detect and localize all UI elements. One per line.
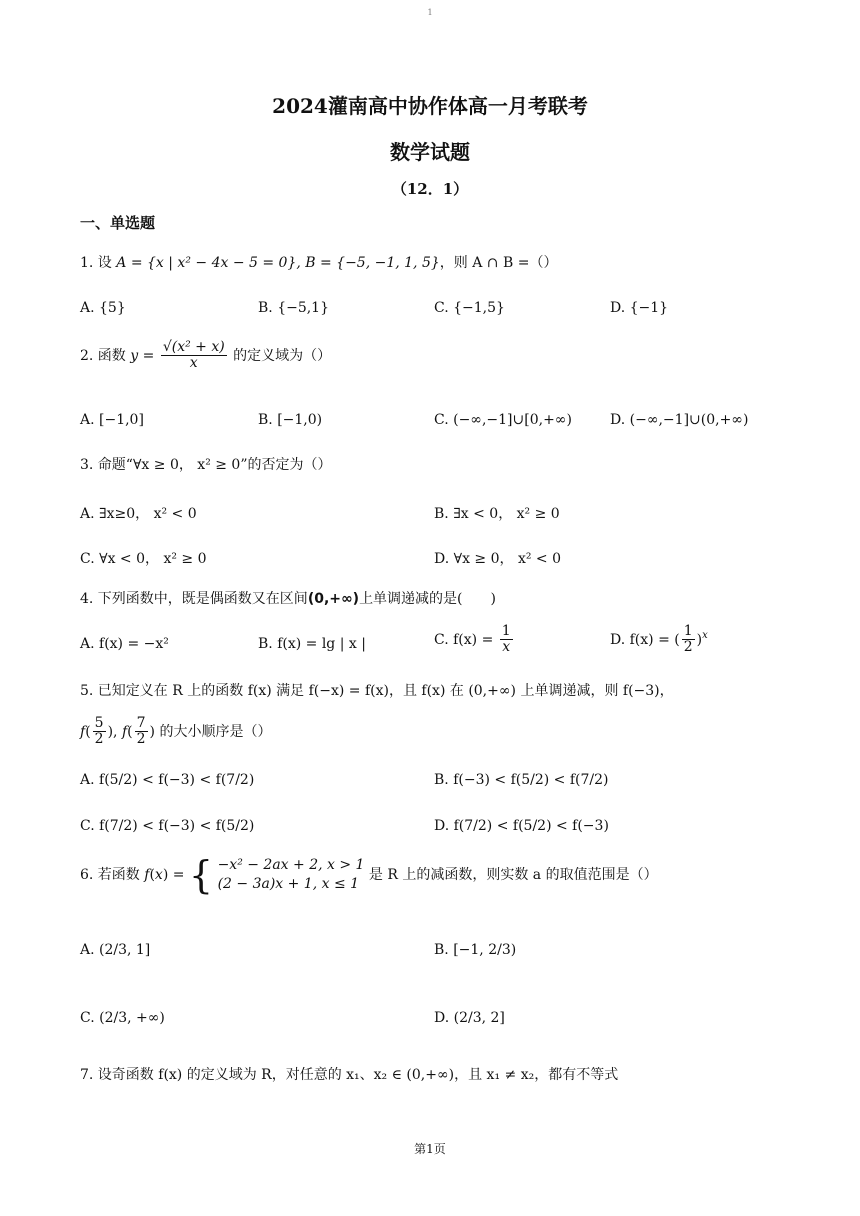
q4-d-exponent: x [702, 630, 708, 642]
q6-option-b[interactable]: B. [−1, 2/3) [434, 942, 517, 958]
q6-brace: { [188, 853, 214, 897]
q5-option-d[interactable]: D. f(7/2) < f(5/2) < f(−3) [434, 818, 609, 834]
q4-text-before: 4. 下列函数中，既是偶函数又在区间 [80, 591, 308, 607]
q6-suffix: 是 R 上的减函数，则实数 a 的取值范围是（） [368, 867, 658, 883]
q4-interval: (0,+∞) [307, 591, 360, 607]
q1-math: A = {x | x² − 4x − 5 = 0}, B = {−5, −1, 1, 5} [116, 255, 440, 271]
q4-option-d-fraction [682, 624, 695, 656]
q4-option-c-label: C. f(x) = [434, 631, 494, 648]
q2-suffix: 的定义域为（） [233, 347, 332, 364]
q4-option-c[interactable] [434, 624, 515, 656]
q2-prefix: 2. 函数 [80, 347, 126, 364]
q6-piece-1: −x² − 2ax + 2, x > 1 [217, 857, 365, 874]
q2-fraction [161, 340, 227, 372]
q2-numerator: √(x² + x) [162, 339, 225, 355]
q5-option-a[interactable]: A. f(5/2) < f(−3) < f(7/2) [80, 772, 255, 788]
q4-c-denominator: x [502, 639, 511, 656]
q1-prefix: 1. 设 [80, 255, 112, 271]
q6-prefix: 6. 若函数 [80, 867, 140, 883]
q4-option-d-label: D. f(x) = ( [610, 631, 680, 648]
q1-option-c[interactable]: C. {−1,5} [434, 300, 505, 316]
q3-option-c[interactable]: C. ∀x < 0， x² ≥ 0 [80, 551, 207, 567]
q2-option-a[interactable]: A. [−1,0] [80, 412, 144, 428]
question-3: 3. 命题“∀x ≥ 0， x² ≥ 0”的否定为（） [80, 457, 332, 473]
q5-option-b[interactable]: B. f(−3) < f(5/2) < f(7/2) [434, 772, 609, 788]
question-6: 6. 若函数 f(x) = { −x² − 2ax + 2, x > 1 (2 − 3a)x + 1, x ≤ 1 是 R 上的减函数，则实数 a 的取值范围是（） [80, 853, 658, 897]
q2-denominator: x [189, 355, 198, 372]
q1-option-b[interactable]: B. {−5,1} [258, 300, 329, 316]
q4-text-after: 上单调递减的是( ) [359, 591, 496, 607]
q4-c-numerator: 1 [501, 623, 511, 639]
page-footer: 第1页 [414, 1142, 446, 1156]
question-5-line2: f( $\frac{5}{2}$ ), f( $\frac{7}{2}$ ) 的大小顺序是（） [80, 715, 272, 748]
q6-piecewise [218, 856, 365, 894]
q4-option-d[interactable]: D. f(x) = ( $\frac{1}{2}$ )$^x$ [610, 623, 708, 656]
q4-option-b[interactable]: B. f(x) = lg | x | [258, 636, 366, 652]
question-1 [80, 254, 557, 272]
exam-date: （12．1） [391, 180, 469, 198]
question-7: 7. 设奇函数 f(x) 的定义域为 R，对任意的 x₁、x₂ ∈ (0,+∞)，且 x₁ ≠ x₂，都有不等式 [80, 1067, 619, 1083]
q3-option-d[interactable]: D. ∀x ≥ 0， x² < 0 [434, 551, 562, 567]
q4-d-denominator: 2 [683, 639, 693, 656]
section-heading: 一、单选题 [80, 214, 156, 232]
q4-option-a[interactable]: A. f(x) = −x² [80, 636, 169, 652]
question-5-line1: 5. 已知定义在 R 上的函数 f(x) 满足 f(−x) = f(x)，且 f(x) 在 (0,+∞) 上单调递减，则 f(−3)， [80, 683, 674, 699]
q2-option-b[interactable]: B. [−1,0) [258, 412, 323, 428]
q6-option-c[interactable]: C. (2/3, +∞) [80, 1010, 165, 1026]
q5-frac-5-2: $\frac{5}{2}$ [94, 715, 104, 748]
exam-title: 2024灌南高中协作体高一月考联考 [272, 94, 588, 118]
q6-option-d[interactable]: D. (2/3, 2] [434, 1010, 505, 1026]
q1-option-a[interactable]: A. {5} [80, 300, 126, 316]
question-4 [80, 590, 496, 608]
top-mark: 1 [427, 8, 433, 17]
subject-title: 数学试题 [390, 140, 470, 164]
q5-frac-7-2: $\frac{7}{2}$ [136, 715, 146, 748]
q1-option-d[interactable]: D. {−1} [610, 300, 669, 316]
q5-line2-suffix: 的大小顺序是（） [159, 723, 272, 740]
q3-option-b[interactable]: B. ∃x < 0， x² ≥ 0 [434, 506, 560, 522]
q2-y: y = [130, 347, 155, 364]
q3-option-a[interactable]: A. ∃x≥0， x² < 0 [80, 506, 197, 522]
q2-option-d[interactable]: D. (−∞,−1]∪(0,+∞) [610, 412, 749, 428]
q4-option-c-fraction [500, 624, 513, 656]
q1-suffix: ，则 A ∩ B =（） [439, 255, 558, 271]
q4-d-numerator: 1 [683, 623, 693, 639]
q2-option-c[interactable]: C. (−∞,−1]∪[0,+∞) [434, 412, 572, 428]
q6-piece-2: (2 − 3a)x + 1, x ≤ 1 [217, 876, 360, 892]
question-2 [80, 340, 331, 372]
q6-option-a[interactable]: A. (2/3, 1] [80, 942, 151, 958]
q5-option-c[interactable]: C. f(7/2) < f(−3) < f(5/2) [80, 818, 255, 834]
